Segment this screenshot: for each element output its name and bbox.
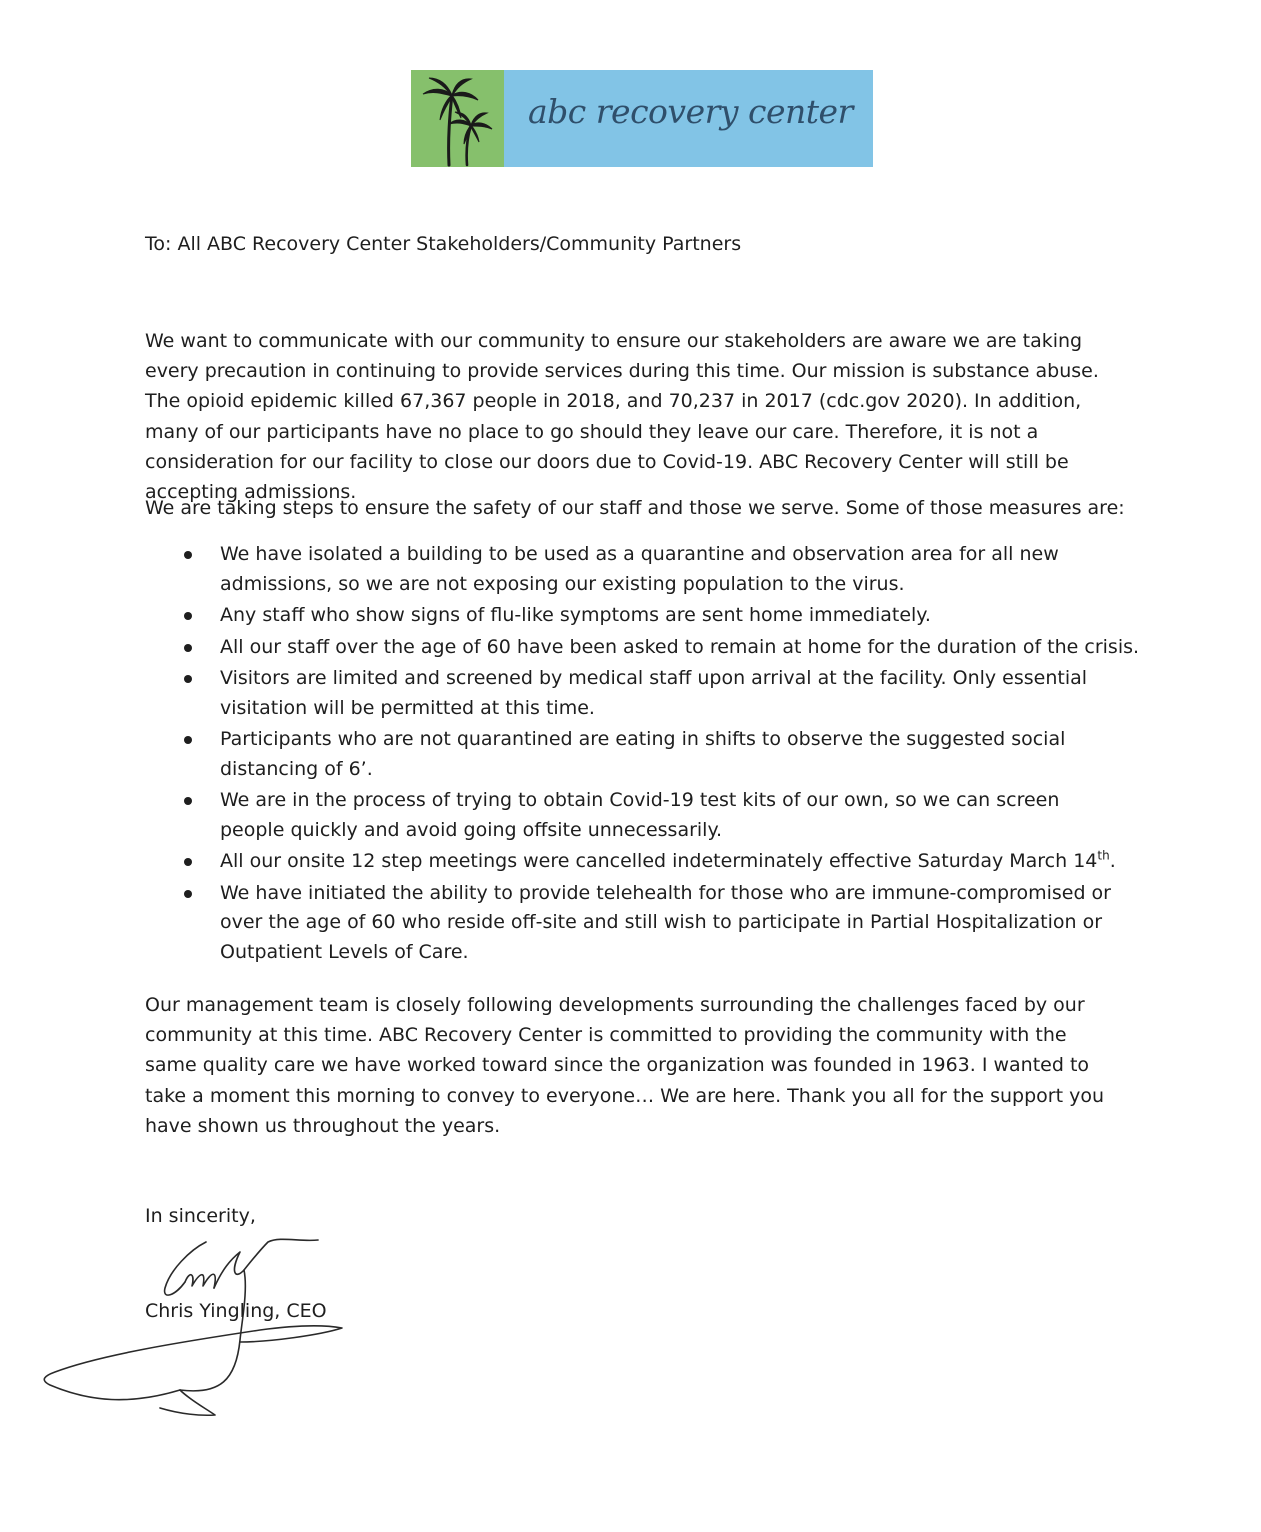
- logo-blue-panel: [504, 70, 873, 167]
- palm-trees-icon: [411, 70, 504, 167]
- company-logo: [411, 70, 873, 167]
- closing-paragraph: Our management team is closely following developments surrounding the challenges faced by our community at this time. ABC Recovery Center is committed to providing the community with the same quality care we have worked toward since the organization was founded in 1963. I wanted to take a moment this morning to convey to everyone… We are here. Thank you all for the support you have shown us throughout the years.: [145, 994, 1105, 1137]
- intro-paragraph: We want to communicate with our community to ensure our stakeholders are aware we are taking every precaution in continuing to provide services during this time. Our mission is substance abuse. The opioid epidemic killed 67,367 people in 2018, and 70,237 in 2017 (cdc.gov 2020). In addition, many of our participants have no place to go should they leave our care. Therefore, it is not a consideration for our facility to close our doors due to Covid-19. ABC Recovery Center will still be accepting admissions.: [145, 330, 1099, 504]
- recipient-line: To: All ABC Recovery Center Stakeholders/Community Partners: [145, 233, 742, 255]
- list-item: We have initiated the ability to provide telehealth for those who are immune-compromised or over the age of 60 who reside off-site and still wish to participate in Partial Hospitalization or Outpatient Levels of Care.: [145, 879, 1120, 968]
- list-item: Any staff who show signs of flu-like symptoms are sent home immediately.: [145, 601, 1120, 631]
- list-item: [145, 847, 1120, 877]
- list-item: All our staff over the age of 60 have been asked to remain at home for the duration of the crisis.: [145, 633, 1120, 663]
- measures-intro: We are taking steps to ensure the safety of our staff and those we serve. Some of those measures are:: [145, 497, 1125, 519]
- measure-end: .: [1109, 850, 1116, 872]
- measure-text: All our onsite 12 step meetings were cancelled indeterminately effective Saturday March 14: [220, 850, 1098, 872]
- measures-list: [145, 540, 1140, 969]
- list-item: Participants who are not quarantined are eating in shifts to observe the suggested social distancing of 6’.: [145, 725, 1120, 784]
- logo-green-panel: [411, 70, 504, 167]
- handwritten-signature: [30, 1230, 360, 1430]
- list-item: Visitors are limited and screened by medical staff upon arrival at the facility. Only essential visitation will be permitted at this time.: [145, 664, 1120, 723]
- closing-salutation: In sincerity,: [145, 1205, 256, 1227]
- list-item: We have isolated a building to be used as a quarantine and observation area for all new admissions, so we are not exposing our existing population to the virus.: [145, 540, 1120, 599]
- list-item: We are in the process of trying to obtain Covid-19 test kits of our own, so we can screen people quickly and avoid going offsite unnecessarily.: [145, 786, 1120, 845]
- ordinal-suffix: th: [1097, 848, 1110, 863]
- logo-text: abc recovery center: [528, 92, 853, 131]
- signer-name: Chris Yingling, CEO: [145, 1300, 327, 1322]
